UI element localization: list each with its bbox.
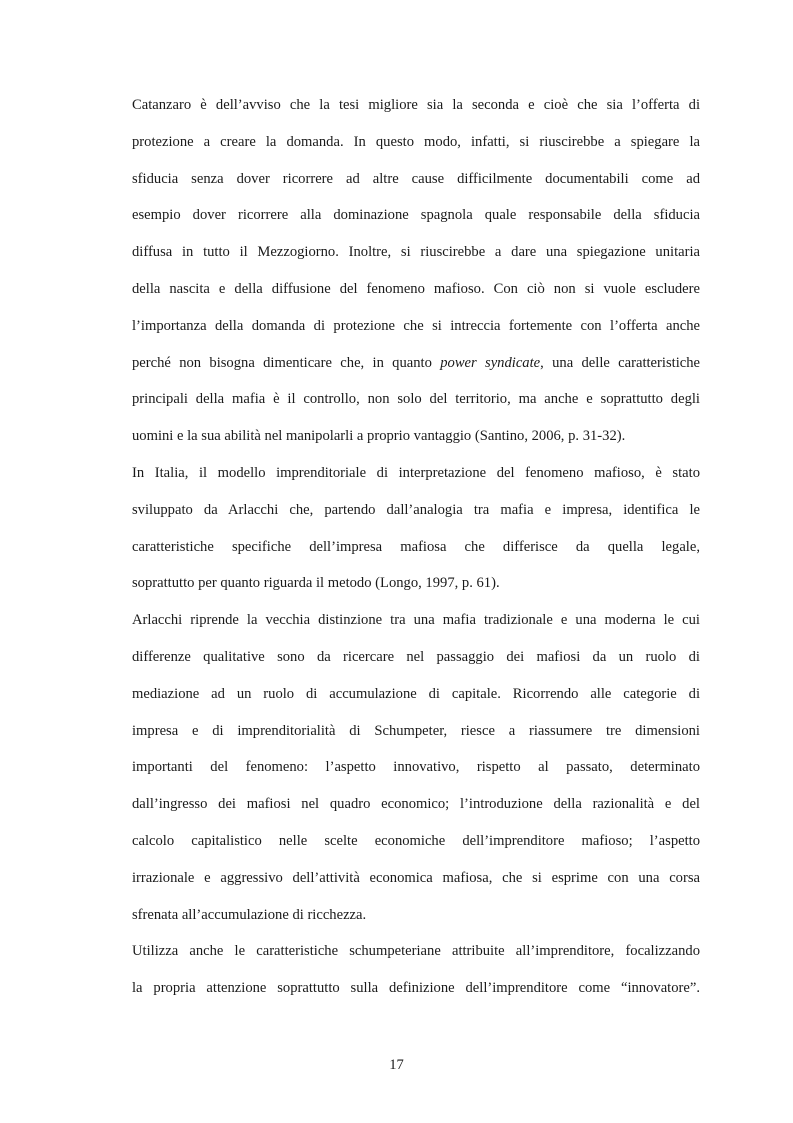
text-line: calcolo capitalistico nelle scelte economiche dell’imprenditore mafioso; l’aspetto (132, 832, 700, 849)
text-line: esempio dover ricorrere alla dominazione spagnola quale responsabile della sfiducia (132, 207, 700, 224)
text-line: In Italia, il modello imprenditoriale di interpretazione del fenomeno mafioso, è stato (132, 464, 700, 481)
text-line: protezione a creare la domanda. In questo modo, infatti, si riuscirebbe a spiegare la (132, 133, 700, 150)
text-line: sfiducia senza dover ricorrere ad altre cause difficilmente documentabili come ad (132, 170, 700, 187)
text-line: diffusa in tutto il Mezzogiorno. Inoltre, si riuscirebbe a dare una spiegazione unitaria (132, 244, 700, 261)
text-line: Arlacchi riprende la vecchia distinzione tra una mafia tradizionale e una moderna le cui (132, 612, 700, 629)
text-line: uomini e la sua abilità nel manipolarli a proprio vantaggio (Santino, 2006, p. 31-32). (132, 428, 626, 445)
text-line: mediazione ad un ruolo di accumulazione di capitale. Ricorrendo alle categorie di (132, 685, 700, 702)
text-line: soprattutto per quanto riguarda il metodo (Longo, 1997, p. 61). (132, 575, 500, 592)
text-line: la propria attenzione soprattutto sulla definizione dell’imprenditore come “innovatore”. (132, 980, 700, 997)
document-body (132, 87, 700, 1007)
text-line: sfrenata all’accumulazione di ricchezza. (132, 906, 367, 923)
text-line: Utilizza anche le caratteristiche schumpeteriane attribuite all’imprenditore, focalizzando (132, 943, 700, 960)
page-number: 17 (389, 1057, 404, 1073)
text-segment: perché non bisogna dimenticare che, in quanto (132, 354, 441, 371)
text-line: dall’ingresso dei mafiosi nel quadro economico; l’introduzione della razionalità e del (132, 796, 700, 813)
text-line: della nascita e della diffusione del fenomeno mafioso. Con ciò non si vuole escludere (132, 280, 700, 297)
text-line (132, 345, 700, 382)
paragraph-4 (132, 933, 700, 1007)
text-segment: , una delle caratteristiche (540, 354, 700, 371)
paragraph-3 (132, 602, 700, 933)
text-line: importanti del fenomeno: l’aspetto innovativo, rispetto al passato, determinato (132, 759, 700, 776)
paragraph-2 (132, 455, 700, 602)
text-line: l’importanza della domanda di protezione che si intreccia fortemente con l’offerta anche (132, 317, 700, 334)
italic-term: power syndicate (440, 354, 541, 371)
text-line: principali della mafia è il controllo, non solo del territorio, ma anche e soprattutto degli (132, 391, 700, 408)
text-line: differenze qualitative sono da ricercare nel passaggio dei mafiosi da un ruolo di (132, 648, 700, 665)
text-line: Catanzaro è dell’avviso che la tesi migliore sia la seconda e cioè che sia l’offerta di (132, 97, 700, 113)
text-line: caratteristiche specifiche dell’impresa mafiosa che differisce da quella legale, (132, 538, 700, 555)
text-line: irrazionale e aggressivo dell’attività economica mafiosa, che si esprime con una corsa (132, 869, 700, 886)
paragraph-1 (132, 87, 700, 455)
text-line: impresa e di imprenditorialità di Schumpeter, riesce a riassumere tre dimensioni (132, 722, 700, 739)
text-line: sviluppato da Arlacchi che, partendo dall’analogia tra mafia e impresa, identifica le (132, 501, 700, 518)
